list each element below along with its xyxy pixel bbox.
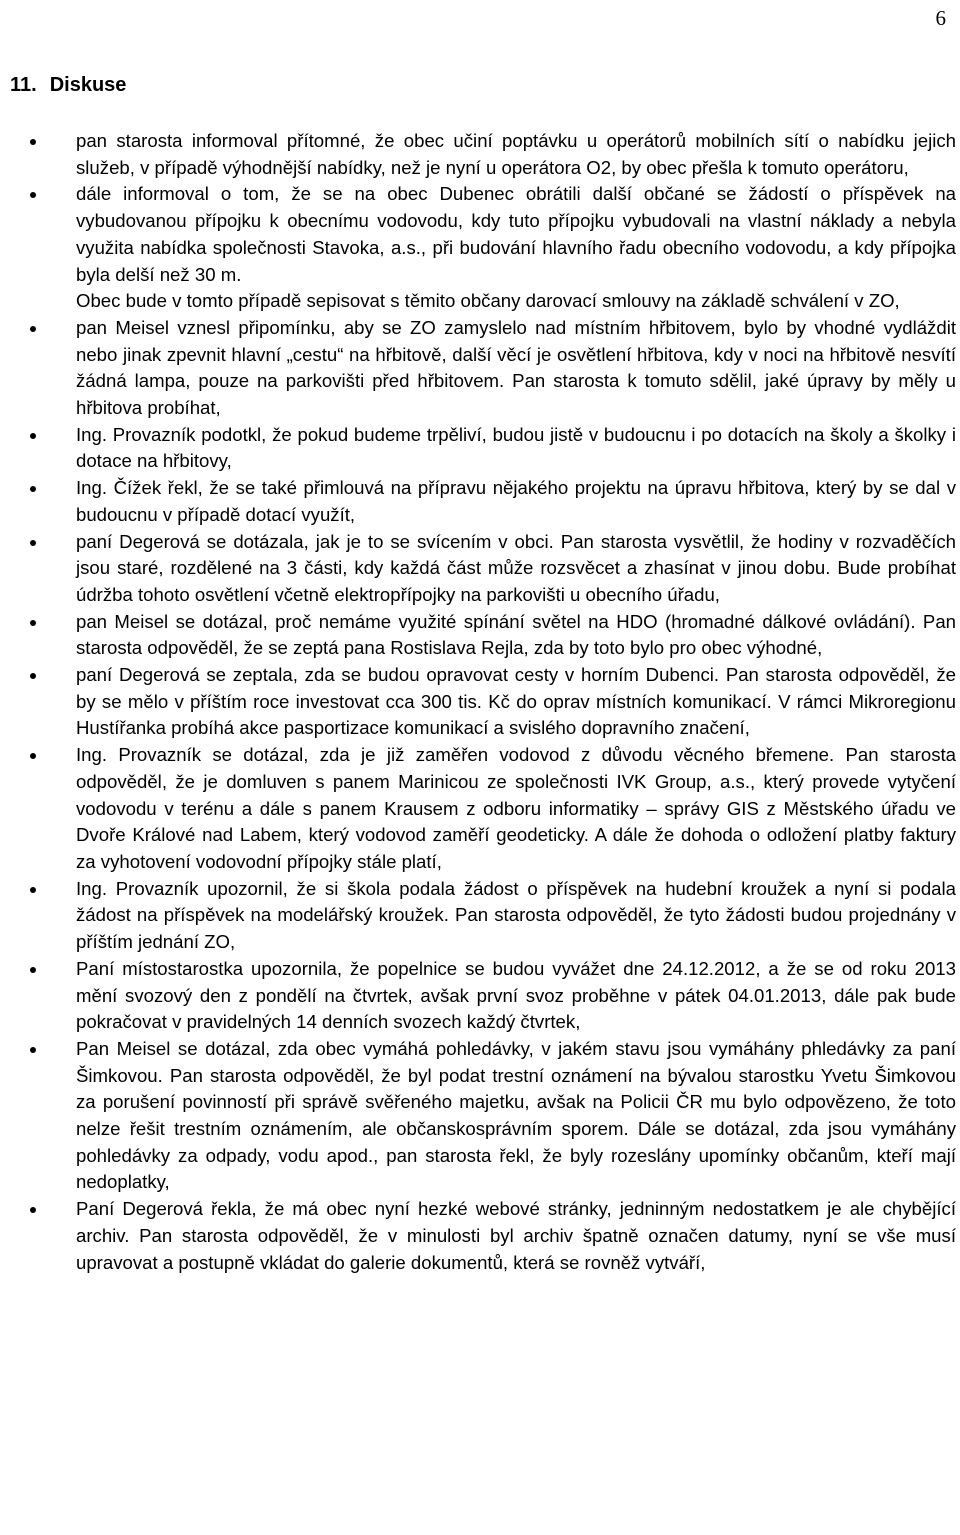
list-item <box>30 609 956 662</box>
bullet-icon <box>30 967 36 973</box>
bullet-icon <box>30 753 36 759</box>
list-item-text: Pan Meisel se dotázal, zda obec vymáhá pohledávky, v jakém stavu jsou vymáhány phledávky za paní Šimkovou. Pan starosta odpověděl, že byl podat trestní oznámení na bývalou starostku Yvetu Šimkovou za porušení povinností při správě svěřeného majetku, avšak na Policii ČR mu bylo odpovězeno, že toto nelze řešit trestním oznámením, ale občanskosprávním sporem. Dále se dotázal, zda jsou vymáhány pohledávky za odpady, vodu apod., pan starosta řekl, že byly rozeslány upomínky občanům, kteří mají nedoplatky, <box>76 1037 956 1193</box>
list-item <box>30 956 956 1036</box>
list-item-text: dále informoval o tom, že se na obec Dubenec obrátili další občané se žádostí o příspěvek na vybudovanou přípojku k obecnímu vodovodu, kdy tuto přípojku vybudovali na vlastní náklady a nebyla využita nabídka společnosti Stavoka, a.s., při budování hlavního řadu obecního vodovodu, a kdy přípojka byla delší než 30 m. <box>76 183 956 285</box>
list-item <box>30 422 956 475</box>
list-item-text: Paní místostarostka upozornila, že popelnice se budou vyvážet dne 24.12.2012, a že se od roku 2013 mění svozový den z pondělí na čtvrtek, avšak první svoz proběhne v pátek 04.01.2013, dále pak bude pokračovat v pravidelných 14 denních svozech každý čtvrtek, <box>76 957 956 1033</box>
section-heading <box>10 72 126 98</box>
list-item <box>30 1196 956 1276</box>
bullet-icon <box>30 433 36 439</box>
list-item <box>30 742 956 876</box>
section-number: 11. <box>10 74 37 96</box>
list-item-text: Ing. Čížek řekl, že se také přimlouvá na přípravu nějakého projektu na úpravu hřbitova, který by se dal v budoucnu v případě dotací využít, <box>76 477 956 525</box>
bullet-icon <box>30 620 36 626</box>
bullet-icon <box>30 1207 36 1213</box>
list-item-text: pan Meisel vznesl připomínku, aby se ZO zamyslelo nad místním hřbitovem, bylo by vhodné vydláždit nebo jinak zpevnit hlavní „cestu“ na hřbitově, další věcí je osvětlení hřbitova, kdy v noci na hřbitově nesvítí žádná lampa, pouze na parkovišti před hřbitovem. Pan starosta k tomuto sdělil, jaké úpravy by měly u hřbitova probíhat, <box>76 316 956 419</box>
page-number: 6 <box>935 6 946 30</box>
list-item-text: Paní Degerová řekla, že má obec nyní hezké webové stránky, jedninným nedostatkem je ale chybějící archiv. Pan starosta odpověděl, že v minulosti byl archiv špatně označen datumy, nyní se vše musí upravovat a postupně vkládat do galerie dokumentů, která se rovněž vytváří, <box>76 1198 956 1273</box>
list-item-text: Ing. Provazník se dotázal, zda je již zaměřen vodovod z důvodu věcného břemene. Pan starosta odpověděl, že je domluven s panem Marinicou ze společnosti IVK Group, a.s., který provede vytyčení vodovodu v terénu a dále s panem Krausem z odboru informatiky – správy GIS z Městského úřadu ve Dvoře Králové nad Labem, který vodovod zaměří geodeticky. A dále že dohoda o odložení platby faktury za vyhotovení vodovodní přípojky stále platí, <box>76 744 956 872</box>
bullet-icon <box>30 887 36 893</box>
list-item-text-continued: Obec bude v tomto případě sepisovat s těmito občany darovací smlouvy na základě schválení v ZO, <box>76 290 900 312</box>
list-item <box>30 876 956 956</box>
bullet-icon <box>30 540 36 546</box>
list-item <box>30 475 956 528</box>
list-item-text: Ing. Provazník podotkl, že pokud budeme trpěliví, budou jistě v budoucnu i po dotacích na školy a školky i dotace na hřbitovy, <box>76 423 956 472</box>
bullet-icon <box>30 486 36 492</box>
list-item-text: Ing. Provazník upozornil, že si škola podala žádost o příspěvek na hudební kroužek a nyní si podala žádost na příspěvek na modelářský kroužek. Pan starosta odpověděl, že tyto žádosti budou projednány v příštím jednání ZO, <box>76 877 956 953</box>
discussion-list <box>30 128 956 1276</box>
list-item <box>30 128 956 181</box>
list-item <box>30 1036 956 1196</box>
list-item <box>30 181 956 315</box>
list-item-text: pan Meisel se dotázal, proč nemáme využité spínání světel na HDO (hromadné dálkové ovládání). Pan starosta odpověděl, že se zeptá pana Rostislava Rejla, zda by toto bylo pro obec výhodné, <box>76 610 956 659</box>
bullet-icon <box>30 673 36 679</box>
section-title: Diskuse <box>49 74 127 96</box>
list-item <box>30 662 956 742</box>
bullet-icon <box>30 326 36 332</box>
list-item-text: paní Degerová se dotázala, jak je to se svícením v obci. Pan starosta vysvětlil, že hodiny v rozvaděčích jsou staré, rozdělené na 3 části, kdy každá část může rozsvěcet a zhasínat v jinou dobu. Bude probíhat údržba tohoto osvětlení včetně elektropřípojky na parkovišti u obecního úřadu, <box>76 530 956 605</box>
list-item-text: paní Degerová se zeptala, zda se budou opravovat cesty v horním Dubenci. Pan starosta odpověděl, že by se mělo v příštím roce investovat cca 300 tis. Kč do oprav místních komunikací. V rámci Mikroregionu Hustířanka probíhá akce pasportizace komunikací a svislého dopravního značení, <box>76 664 956 739</box>
bullet-icon <box>30 1047 36 1053</box>
bullet-icon <box>30 139 36 145</box>
bullet-icon <box>30 192 36 198</box>
list-item <box>30 315 956 422</box>
list-item-text: pan starosta informoval přítomné, že obec učiní poptávku u operátorů mobilních sítí o nabídku jejich služeb, v případě výhodnější nabídky, než je nyní u operátora O2, by obec přešla k tomuto operátoru, <box>76 130 956 178</box>
list-item <box>30 529 956 609</box>
